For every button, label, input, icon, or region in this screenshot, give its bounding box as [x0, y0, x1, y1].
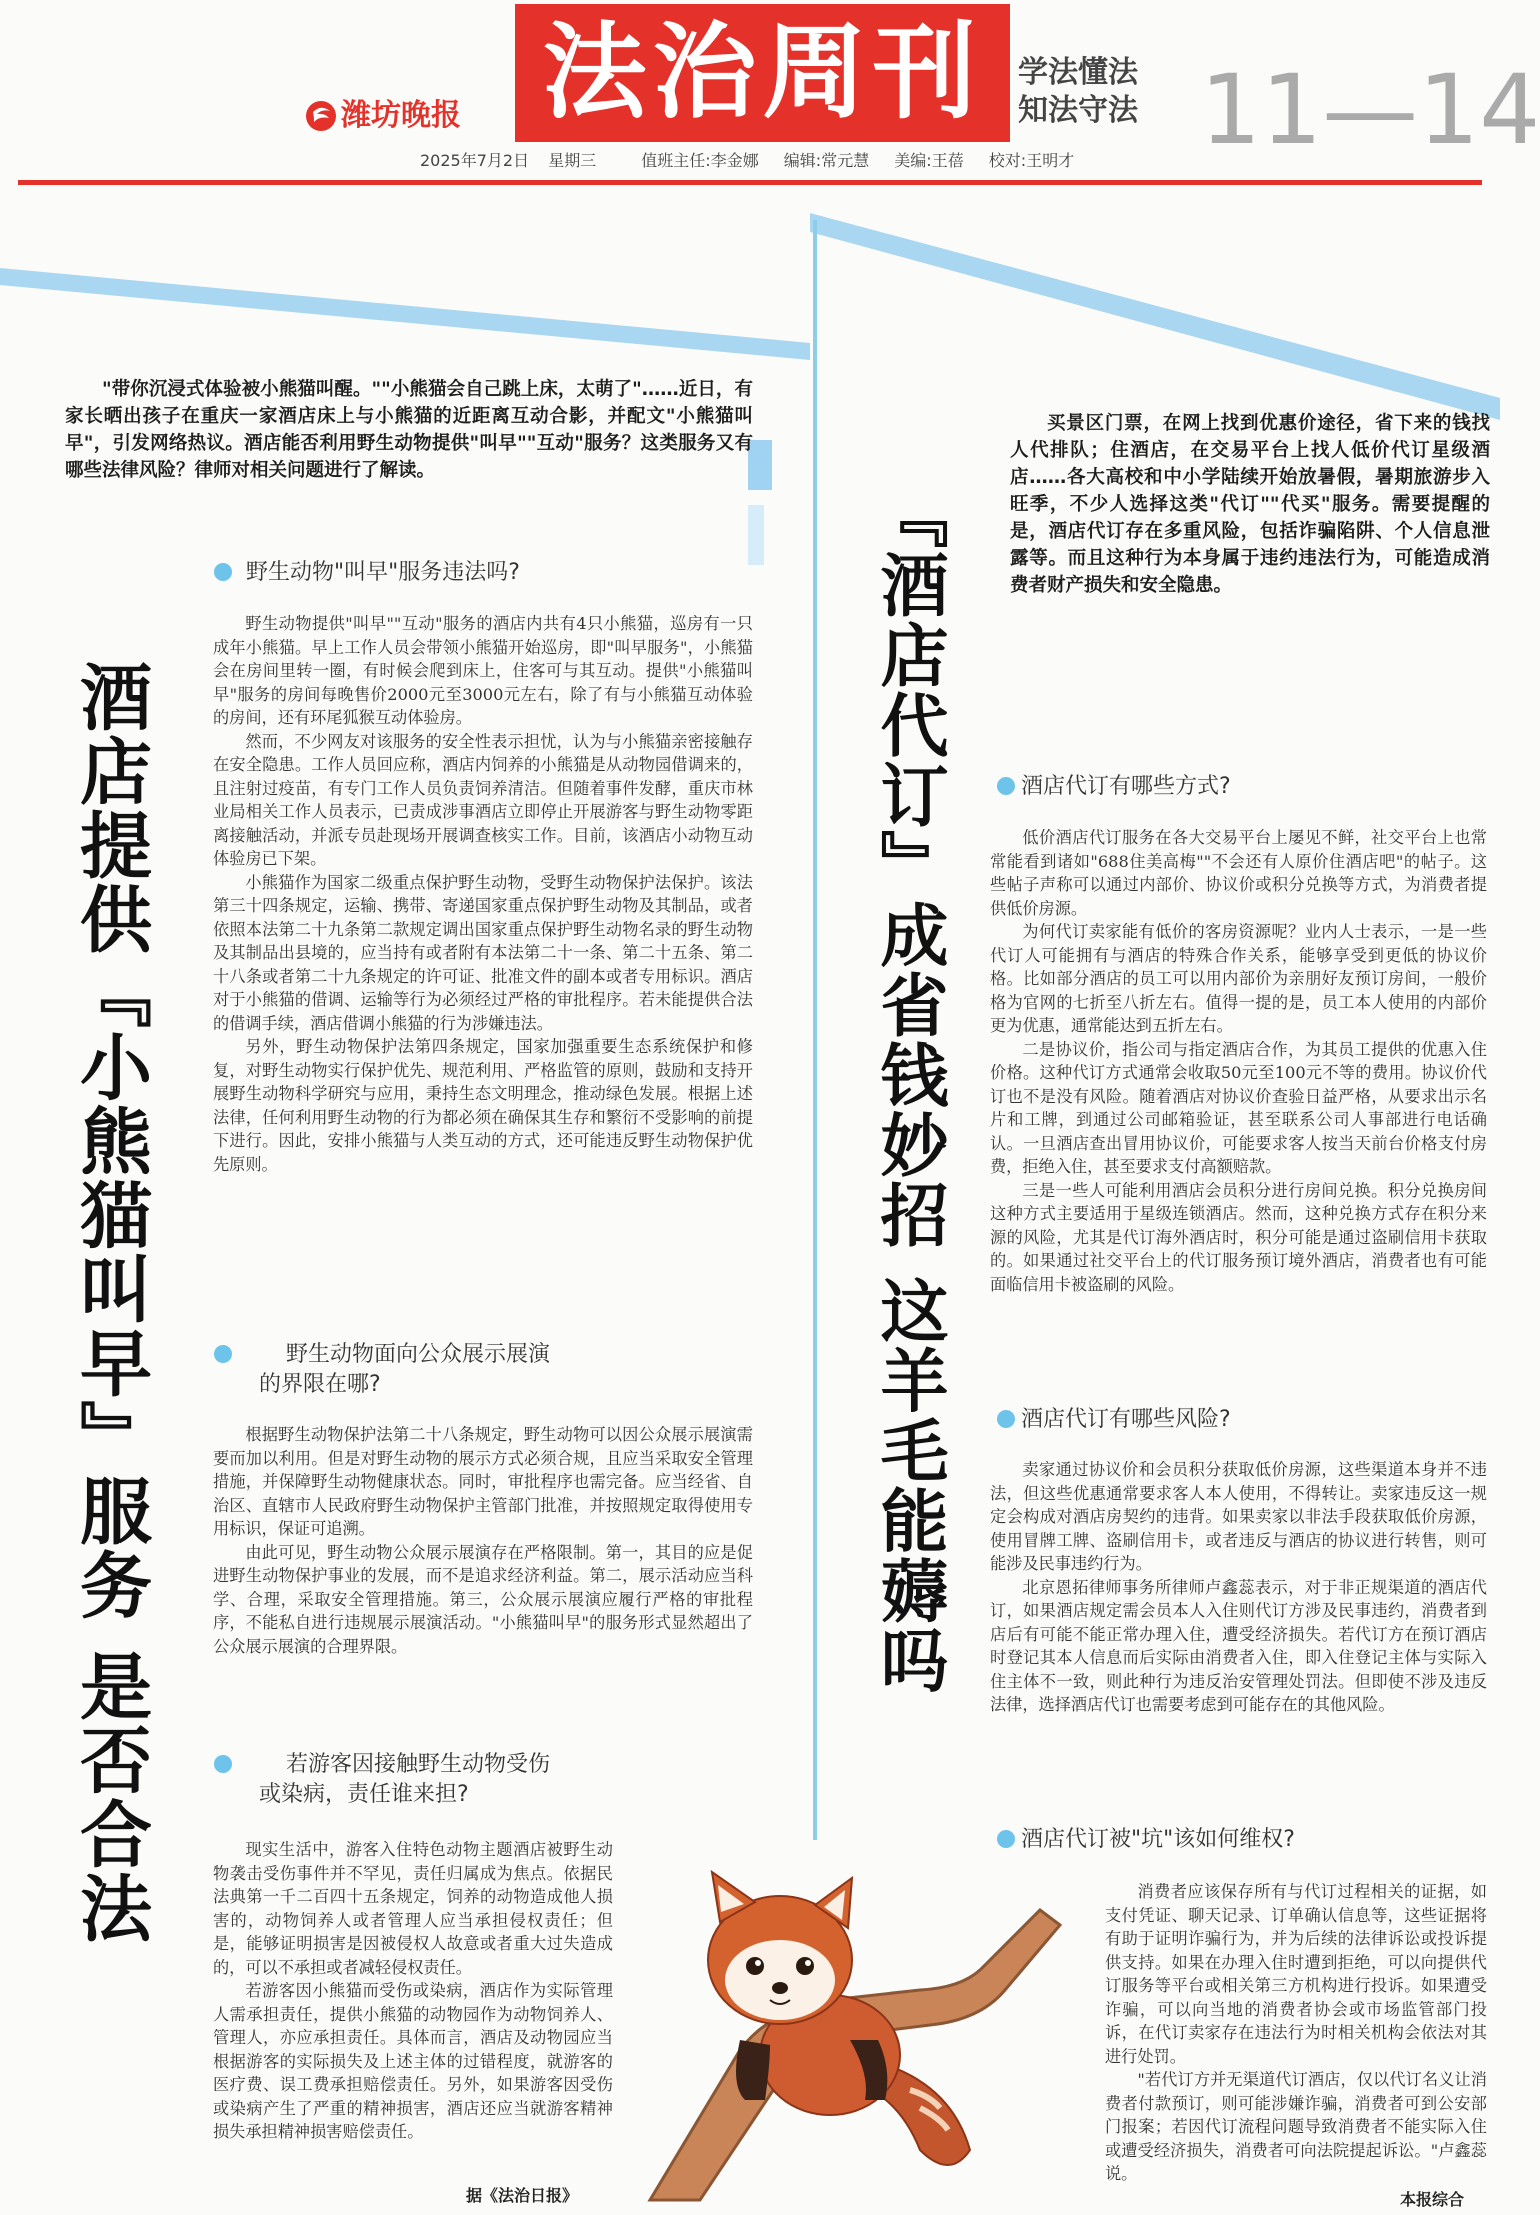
left-section1-body	[213, 612, 753, 1176]
left-section2-heading-line2: 的界限在哪?	[259, 1372, 381, 1397]
paragraph: 北京恩拓律师事务所律师卢鑫蕊表示，对于非正规渠道的酒店代订，如果酒店规定需会员本人入住则代订方涉及民事违约，消费者到店后有可能不能正常办理入住，遭受经济损失。若代订方在预订酒店时登记其本人信息而后实际由消费者入住，即入住登记主体与实际入住主体不一致，则此种行为违反治安管理处罚法。但即使不涉及违反法律，选择酒店代订也需要考虑到可能存在的其他风险。	[990, 1577, 1487, 1714]
right-section3-heading-text: 酒店代订被"坑"该如何维权?	[1021, 1827, 1295, 1852]
right-section2-heading-text: 酒店代订有哪些风险?	[1021, 1407, 1231, 1432]
page-range: 11—14	[1200, 54, 1540, 166]
paragraph: 由此可见，野生动物公众展示展演存在严格限制。第一，其目的应是促进野生动物保护事业的发展，而不是追求经济利益。第二，展示活动应当科学、合理，采取安全管理措施。第三，公众展示展演应履行严格的审批程序，不能私自进行违规展示展演活动。"小熊猫叫早"的服务形式显然超出了公众展示展演的合理界限。	[213, 1542, 753, 1656]
left-deco-bar-2	[748, 505, 764, 565]
right-headline: 『酒店代订』成省钱妙招 这羊毛能薅吗	[869, 480, 948, 1696]
panda-eye-right	[796, 1957, 814, 1975]
paragraph: 根据野生动物保护法第二十八条规定，野生动物可以因公众展示展演需要而加以利用。但是对野生动物的展示方式必须合规，且应当采取安全管理措施，并保障野生动物健康状态。同时，审批程序也需完备。应当经省、自治区、直辖市人民政府野生动物保护主管部门批准，并按照规定取得使用专用标识，保证可追溯。	[213, 1425, 753, 1538]
slogan-line-1: 学法懂法	[1018, 55, 1138, 90]
panda-face	[725, 1940, 835, 2020]
issue-date: 2025年7月2日	[420, 151, 530, 170]
left-section2-body	[213, 1423, 753, 1658]
right-section2-body	[990, 1458, 1487, 1717]
staff-proof: 校对:王明才	[988, 151, 1075, 170]
staff-editor: 编辑:常元慧	[783, 151, 870, 170]
left-section2-heading	[214, 1340, 754, 1400]
paragraph: 为何代订卖家能有低价的客房资源呢？业内人士表示，一是一些代订人可能拥有与酒店的特殊合作关系，能够享受到更低的协议价格。比如部分酒店的员工可以用内部价为亲朋好友预订房间，一般价格为官网的七折至八折左右。值得一提的是，员工本人使用的内部价更为优惠，通常能达到五折左右。	[990, 922, 1487, 1035]
paragraph: 小熊猫作为国家二级重点保护野生动物，受野生动物保护法保护。该法第三十四条规定，运输、携带、寄递国家重点保护野生动物及其制品，或者依照本法第二十九条第二款规定调出国家重点保护野生动物名录的野生动物及其制品出县境的，应当持有或者附有本法第二十一条、第二十五条、第二十八条或者第二十九条规定的许可证、批准文件的副本或者专用标识。酒店对于小熊猫的借调、运输等行为必须经过严格的审批程序。若未能提供合法的借调手续，酒店借调小熊猫的行为涉嫌违法。	[213, 872, 753, 1033]
right-section1-heading	[997, 772, 1487, 802]
right-source: 本报综合	[1400, 2190, 1465, 2209]
right-section1-heading-text: 酒店代订有哪些方式?	[1021, 774, 1231, 799]
bullet-dot-icon	[997, 1410, 1015, 1428]
bullet-dot-icon	[214, 1345, 232, 1363]
left-section2-heading-line1: 野生动物面向公众展示展演	[286, 1342, 551, 1367]
left-section3-heading	[214, 1750, 754, 1810]
roof-left-slope	[0, 268, 810, 360]
left-lead-text: "带你沉浸式体验被小熊猫叫醒。""小熊猫会自己跳上床，太萌了"……近日，有家长晒出孩子在重庆一家酒店床上与小熊猫的近距离互动合影，并配文"小熊猫叫早"，引发网络热议。酒店能否利用野生动物提供"叫早""互动"服务？这类服务又有哪些法律风险？律师对相关问题进行了解读。	[65, 379, 753, 481]
left-source: 据《法治日报》	[466, 2186, 579, 2205]
paragraph: 二是协议价，指公司与指定酒店合作，为其员工提供的优惠入住价格。这种代订方式通常会收取50元至100元不等的费用。协议价代订也不是没有风险。随着酒店对协议价查验日益严格，从要求出示名片和工牌，到通过公司邮箱验证，甚至联系公司人事部进行电话确认。一旦酒店查出冒用协议价，可能要求客人按当天前台价格支付房费，拒绝入住，甚至要求支付高额赔款。	[990, 1039, 1487, 1176]
paragraph: 现实生活中，游客入住特色动物主题酒店被野生动物袭击受伤事件并不罕见，责任归属成为焦点。依据民法典第一千二百四十五条规定，饲养的动物造成他人损害的，动物饲养人或者管理人应当承担侵权责任；但是，能够证明损害是因被侵权人故意或者重大过失造成的，可以不承担或者减轻侵权责任。	[213, 1840, 613, 1977]
roof-right-slope	[810, 213, 1500, 420]
paragraph: 卖家通过协议价和会员积分获取低价房源，这些渠道本身并不违法，但这些优惠通常要求客人本人使用，不得转让。卖家违反这一规定会构成对酒店房契约的违背。如果卖家以非法手段获取低价房源，使用冒牌工牌、盗刷信用卡，或者违反与酒店的协议进行转售，则可能涉及民事违约行为。	[990, 1460, 1487, 1573]
paragraph: 低价酒店代订服务在各大交易平台上屡见不鲜，社交平台上也常常能看到诸如"688住美高梅""不会还有人原价住酒店吧"的帖子。这些帖子声称可以通过内部价、协议价或积分兑换等方式，为消费者提供低价房源。	[990, 828, 1487, 918]
paragraph: 若游客因小熊猫而受伤或染病，酒店作为实际管理人需承担责任，提供小熊猫的动物园作为动物饲养人、管理人，亦应承担责任。具体而言，酒店及动物园应当根据游客的实际损失及上述主体的过错程度，就游客的医疗费、误工费承担赔偿责任。另外，如果游客因受伤或染病产生了严重的精神损害，酒店还应当就游客精神损失承担精神损害赔偿责任。	[213, 1981, 613, 2141]
bullet-dot-icon	[997, 1830, 1015, 1848]
brand-name: 潍坊晚报	[341, 98, 461, 133]
right-lead	[1010, 410, 1490, 599]
bullet-dot-icon	[214, 563, 232, 581]
staff-duty: 值班主任:李金娜	[641, 151, 759, 170]
right-lead-text: 买景区门票，在网上找到优惠价途径，省下来的钱找人代排队；住酒店，在交易平台上找人低价代订星级酒店……各大高校和中小学陆续开始放暑假，暑期旅游步入旺季，不少人选择这类"代订""代买"服务。需要提醒的是，酒店代订存在多重风险，包括诈骗陷阱、个人信息泄露等。而且这种行为本身属于违约违法行为，可能造成消费者财产损失和安全隐患。	[1010, 413, 1490, 596]
right-section3-heading	[997, 1825, 1487, 1855]
bullet-dot-icon	[214, 1755, 232, 1773]
left-section3-heading-line2: 或染病，责任谁来担?	[259, 1782, 469, 1807]
panda-nose	[772, 1982, 788, 1994]
left-section3-heading-line1: 若游客因接触野生动物受伤	[286, 1752, 551, 1777]
paragraph: 消费者应该保存所有与代订过程相关的证据，如支付凭证、聊天记录、订单确认信息等，这些证据将有助于证明诈骗行为，并为后续的法律诉讼或投诉提供支持。如果在办理入住时遭到拒绝，可以向提供代订服务等平台或相关第三方机构进行投诉。如果遭受诈骗，可以向当地的消费者协会或市场监管部门投诉，在代订卖家存在违法行为时相关机构会依法对其进行处罚。	[1105, 1882, 1487, 2066]
paragraph: "若代订方并无渠道代订酒店，仅以代订名义让消费者付款预订，则可能涉嫌诈骗，消费者可到公安部门报案；若因代订流程问题导致消费者不能实际入住或遭受经济损失，消费者可向法院提起诉讼。"卢鑫蕊说。	[1105, 2070, 1487, 2183]
left-section1-heading	[214, 558, 754, 588]
red-panda-illustration	[620, 1850, 1100, 2200]
right-section3-body	[1105, 1880, 1487, 2186]
right-section2-heading	[997, 1405, 1487, 1435]
panda-paw-left	[736, 2040, 770, 2100]
bullet-dot-icon	[997, 777, 1015, 795]
slogan-line-2: 知法守法	[1018, 93, 1138, 128]
paragraph: 野生动物提供"叫早""互动"服务的酒店内共有4只小熊猫，巡房有一只成年小熊猫。早上工作人员会带领小熊猫开始巡房，即"叫早服务"，小熊猫会在房间里转一圈，有时候会爬到床上，住客可与其互动。提供"小熊猫叫早"服务的房间每晚售价2000元至3000元左右，除了有与小熊猫互动体验的房间，还有环尾狐猴互动体验房。	[213, 614, 753, 727]
right-section1-body	[990, 826, 1487, 1296]
left-lead	[65, 376, 753, 484]
paragraph: 然而，不少网友对该服务的安全性表示担忧，认为与小熊猫亲密接触存在安全隐患。工作人员回应称，酒店内饲养的小熊猫是从动物园借调来的，且注射过疫苗，有专门工作人员负责饲养清洁。但随着事件发酵，重庆市林业局相关工作人员表示，已责成涉事酒店立即停止开展游客与野生动物零距离接触活动，并派专员赴现场开展调查核实工作。目前，该酒店小动物互动体验房已下架。	[213, 731, 753, 868]
staff-art: 美编:王蓓	[894, 151, 964, 170]
left-headline: 酒店提供『小熊猫叫早』服务 是否合法	[68, 660, 152, 1946]
panda-eye-left	[746, 1957, 764, 1975]
paragraph: 另外，野生动物保护法第四条规定，国家加强重要生态系统保护和修复，对野生动物实行保护优先、规范利用、严格监管的原则，鼓励和支持开展野生动物科学研究与应用，秉持生态文明理念，推动绿色发展。根据上述法律，任何利用野生动物的行为都必须在确保其生存和繁衍不受影响的前提下进行。因此，安排小熊猫与人类互动的方式，还可能违反野生动物保护优先原则。	[213, 1037, 753, 1174]
left-section3-body	[213, 1838, 613, 2144]
paragraph: 三是一些人可能利用酒店会员积分进行房间兑换。积分兑换房间这种方式主要适用于星级连锁酒店。然而，这种兑换方式存在积分来源的风险，尤其是代订海外酒店时，积分可能是通过盗刷信用卡获取的。如果通过社交平台上的代订服务预订境外酒店，消费者也有可能面临信用卡被盗刷的风险。	[990, 1180, 1487, 1294]
masthead-title: 法治周刊	[542, 11, 983, 133]
left-section1-heading-text: 野生动物"叫早"服务违法吗?	[246, 560, 520, 585]
issue-weekday: 星期三	[548, 151, 597, 170]
